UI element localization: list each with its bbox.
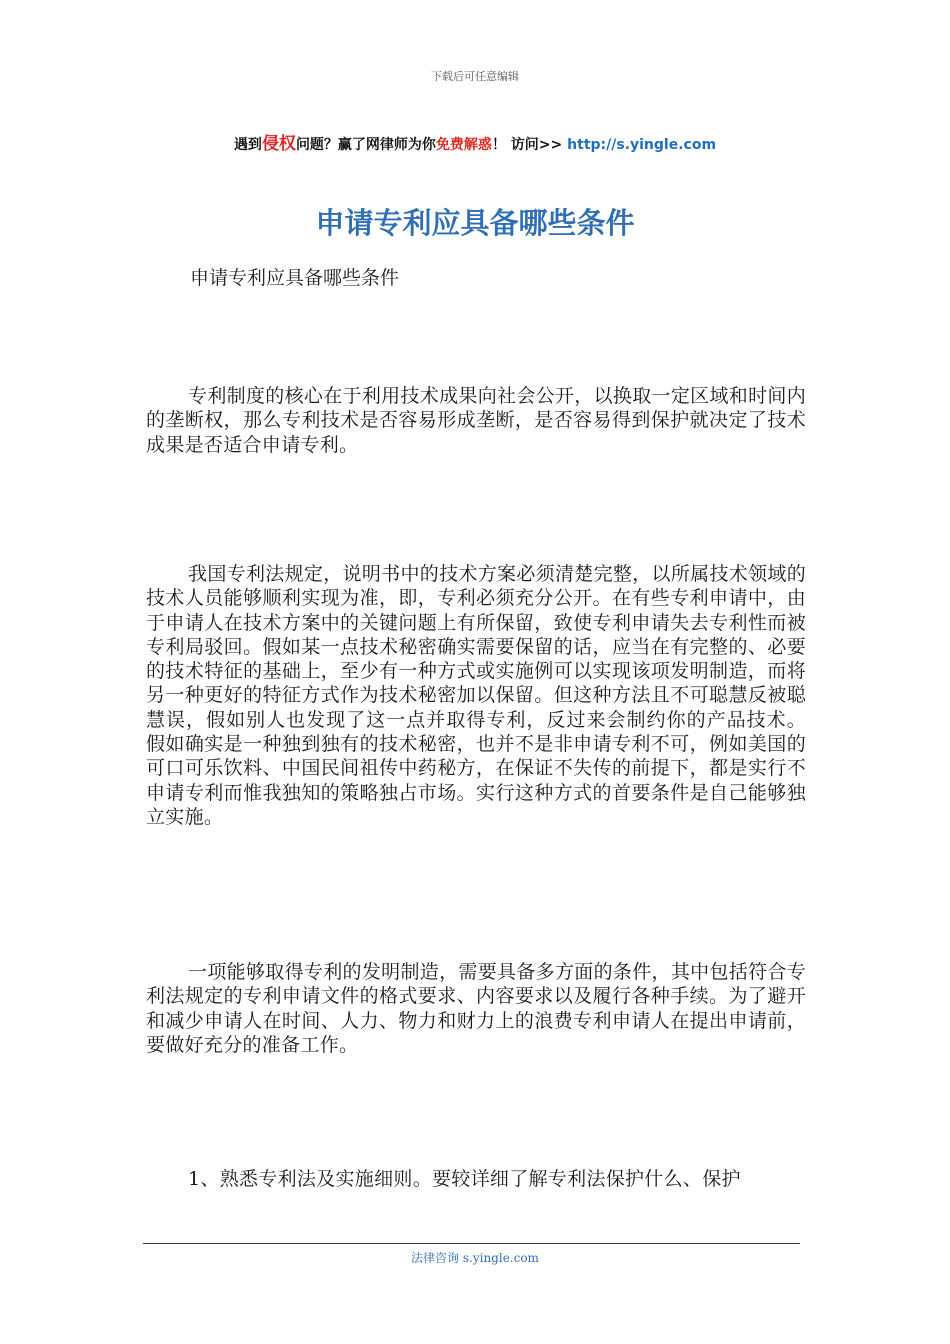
footer-divider xyxy=(143,1243,800,1244)
paragraph-step-1: 1、熟悉专利法及实施细则。要较详细了解专利法保护什么、保护 xyxy=(188,1168,741,1190)
promo-banner xyxy=(0,129,950,154)
promo-text-2: 问题？赢了网律师为你 xyxy=(295,137,436,153)
download-note: 下载后可任意编辑 xyxy=(431,70,519,83)
promo-text-3: ！ 访问>> xyxy=(491,137,568,153)
footer-link[interactable]: 法律咨询 s.yingle.com xyxy=(411,1251,539,1265)
paragraph-requirements: 一项能够取得专利的发明制造，需要具备多方面的条件，其中包括符合专利法规定的专利申请文件的格式要求、内容要求以及履行各种手续。为了避开和减少申请人在时间、人力、物力和财力上的浪费专利申请人在提出申请前，要做好充分的准备工作。 xyxy=(146,961,806,1056)
paragraph-core-principle: 专利制度的核心在于利用技术成果向社会公开，以换取一定区域和时间内的垄断权，那么专利技术是否容易形成垄断，是否容易得到保护就决定了技术成果是否适合申请专利。 xyxy=(146,385,806,456)
paragraph-patent-law: 我国专利法规定，说明书中的技术方案必须清楚完整，以所属技术领域的技术人员能够顺利实现为准，即，专利必须充分公开。在有些专利申请中，由于申请人在技术方案中的关键问题上有所保留，致使专利申请失去专利性而被专利局驳回。假如某一点技术秘密确实需要保留的话，应当在有完整的、必要的技术特征的基础上，至少有一种方式或实施例可以实现该项发明制造，而将另一种更好的特征方式作为技术秘密加以保留。但这种方法且不可聪慧反被聪慧误，假如别人也发现了这一点并取得专利，反过来会制约你的产品技术。 假如确实是一种独到独有的技术秘密，也并不是非申请专利不可，例如美国的可口可乐饮料、中国民间祖传中药秘方，在保证不失传的前提下，都是实行不申请专利而惟我独知的策略独占市场。实行这种方式的首要条件是自己能够独立实施。 xyxy=(146,563,806,828)
document-subtitle: 申请专利应具备哪些条件 xyxy=(190,267,400,289)
promo-link[interactable]: http://s.yingle.com xyxy=(567,137,717,153)
promo-highlight-infringement: 侵权 xyxy=(261,134,296,154)
document-title: 申请专利应具备哪些条件 xyxy=(315,206,635,240)
promo-highlight-free: 免费解惑 xyxy=(435,137,492,153)
promo-text-1: 遇到 xyxy=(233,137,262,153)
